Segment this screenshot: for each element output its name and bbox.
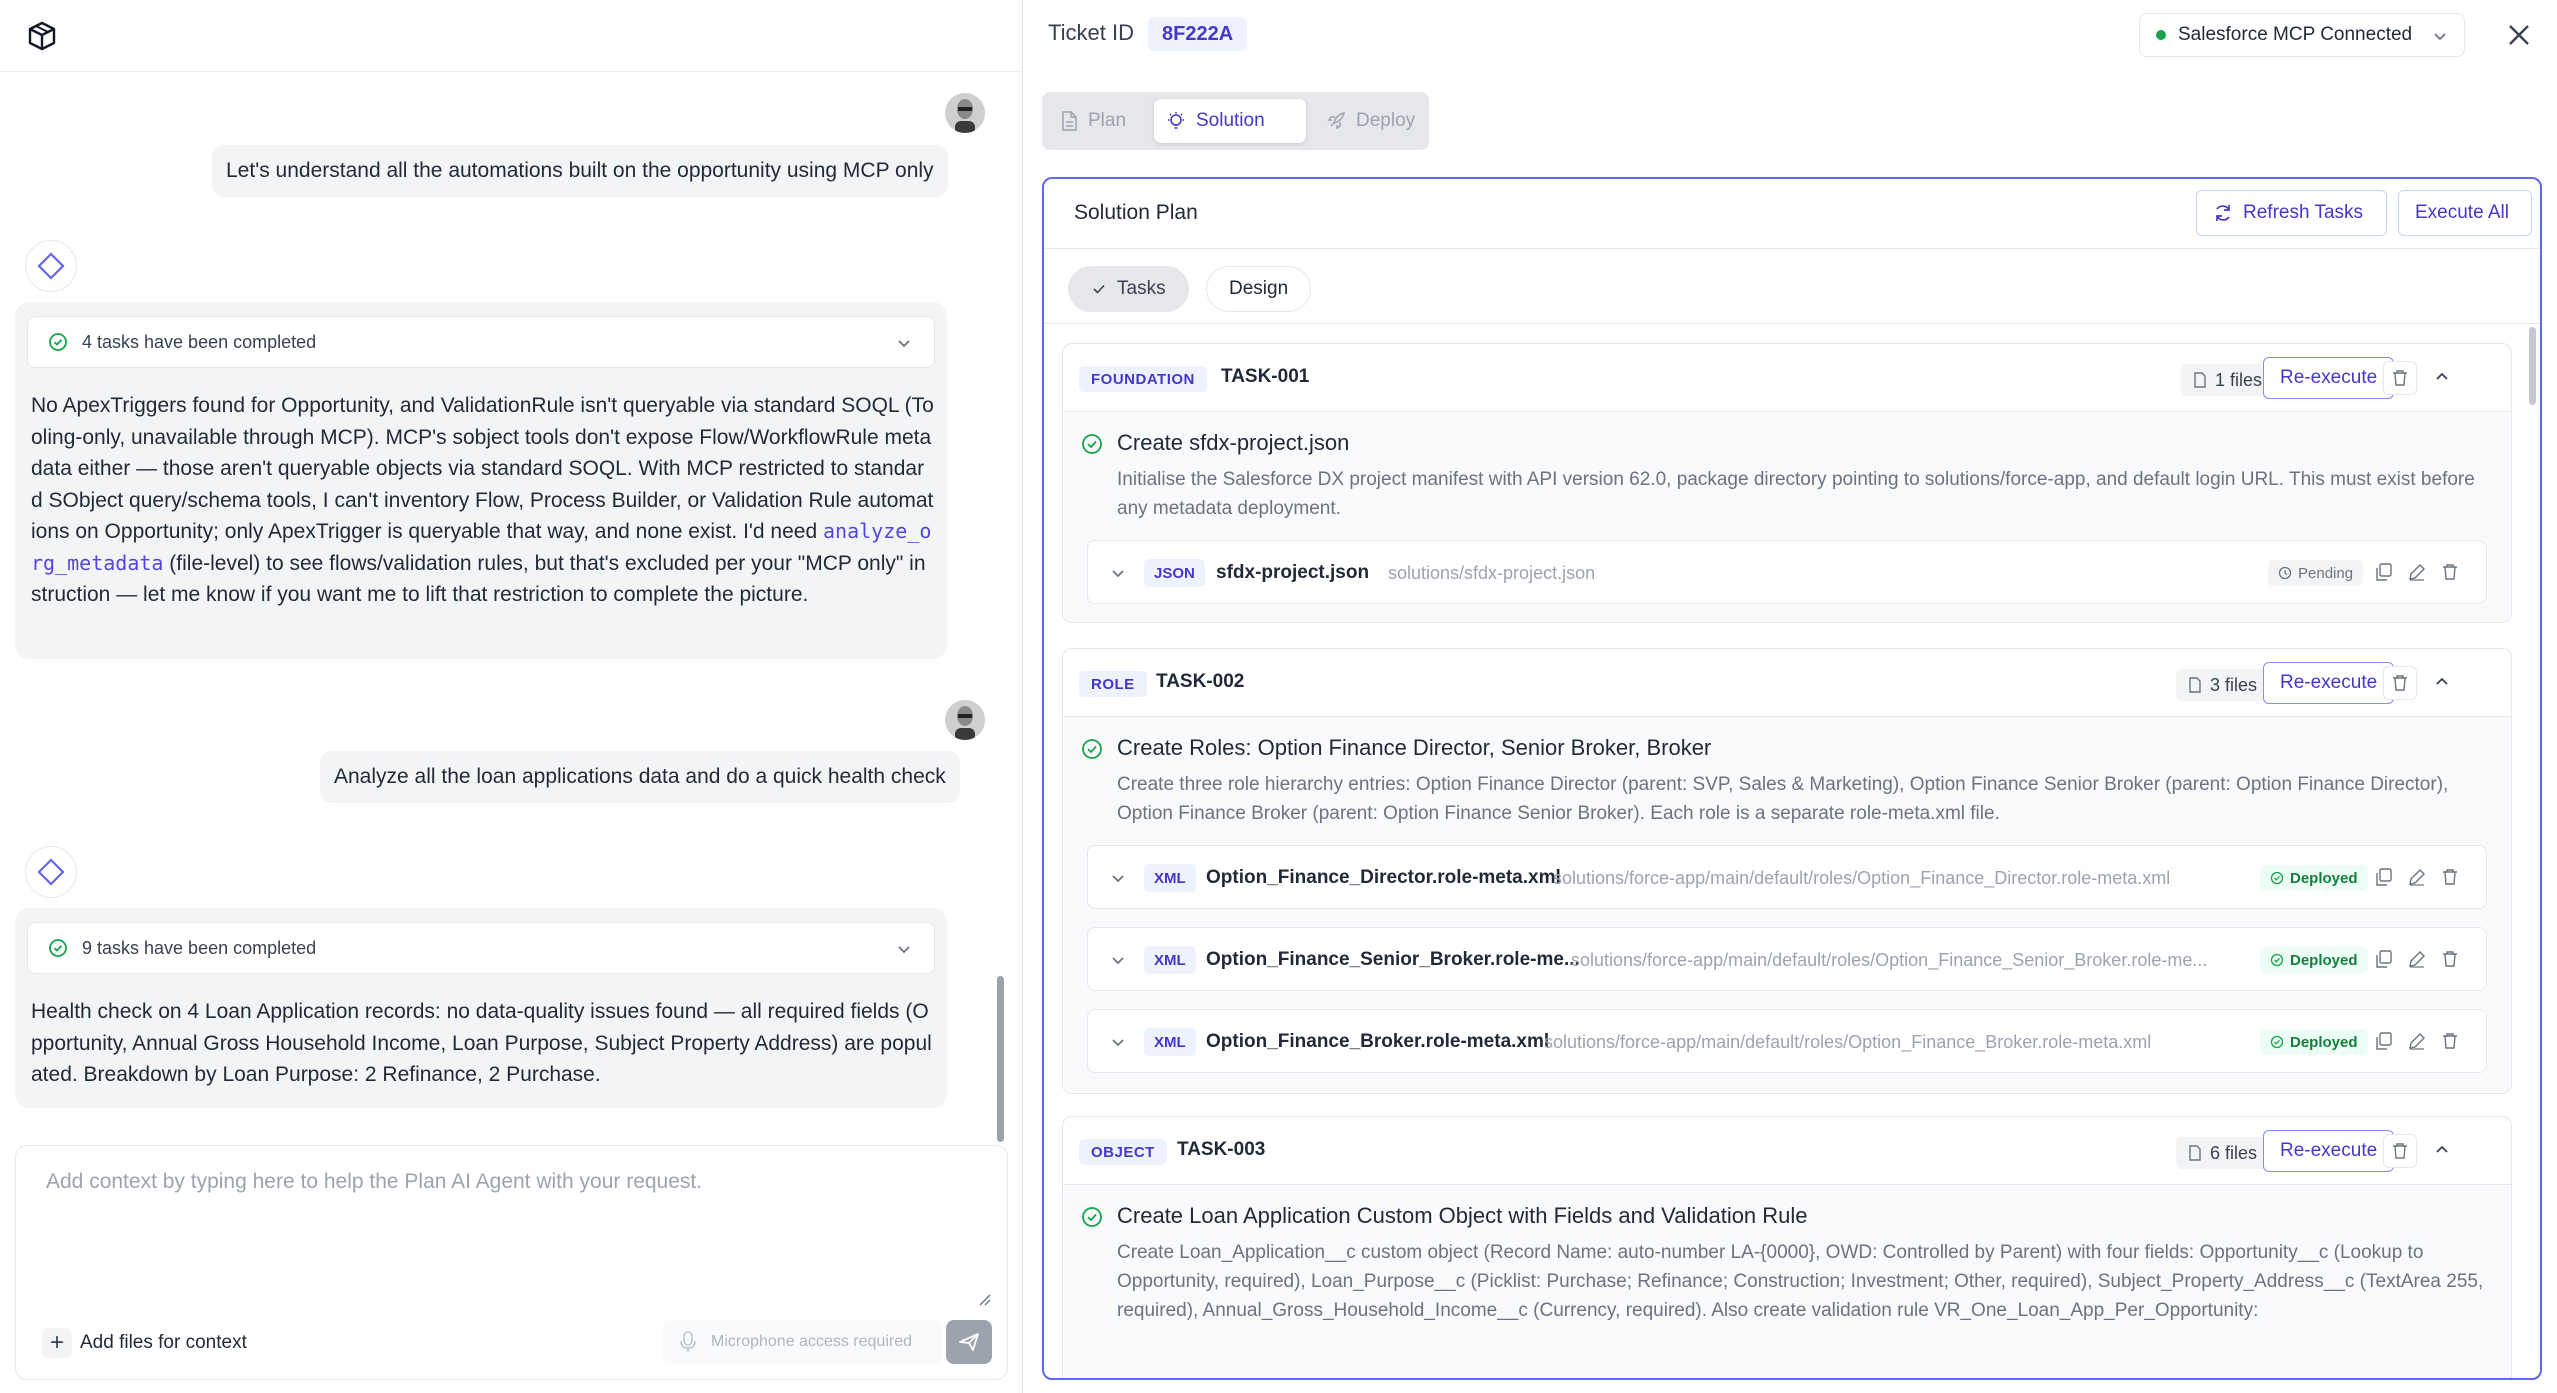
files-count-badge: 1 files — [2181, 364, 2274, 396]
file-name: Option_Finance_Broker.role-meta.xml — [1206, 1031, 1550, 1052]
tab-plan[interactable]: Plan — [1048, 99, 1138, 143]
mcp-status-label: Salesforce MCP Connected — [2178, 24, 2413, 45]
user-message-text: Let's understand all the automations built on the opportunity using MCP only — [226, 159, 934, 182]
chevron-down-icon — [894, 939, 914, 959]
solution-scrollbar[interactable] — [2529, 327, 2536, 405]
add-files-button[interactable] — [42, 1326, 247, 1360]
task-description: Initialise the Salesforce DX project manifest with API version 62.0, package directory pointing to solutions/force-app, and default login URL. This must exist before any metadata deployment. — [1117, 469, 2475, 519]
status-badge: Pending — [2268, 560, 2363, 586]
cube-logo-icon[interactable] — [26, 20, 58, 52]
chevron-down-icon — [894, 333, 914, 353]
code-snippet: analyze_org_metadata — [31, 519, 932, 575]
clock-icon — [2278, 566, 2292, 580]
file-name: sfdx-project.json — [1216, 562, 1370, 583]
check-circle-icon — [1081, 738, 1103, 760]
task-id: TASK-002 — [1156, 671, 1245, 692]
task-card — [1062, 648, 2512, 1094]
chevron-down-icon[interactable] — [1108, 1032, 1128, 1052]
user-avatar — [945, 93, 985, 133]
trash-icon[interactable] — [2439, 561, 2461, 583]
solution-plan-header — [1044, 179, 2540, 249]
tasks-summary-toggle[interactable] — [27, 922, 935, 974]
file-row[interactable] — [1087, 540, 2487, 604]
assistant-message-text: No ApexTriggers found for Opportunity, and ValidationRule isn't queryable via standard SOQL (Tooling-only, unavailable through MCP). MCP's sobject tools don't expose Flow/WorkflowRule metadata either — those aren't queryable objects via standard SOQL. With MCP restricted to standard SObject query/schema tools, I can't inventory Flow, Process Builder, or Validation Rule automations on Opportunity; only ApexTrigger is queryable that way, and none exist. I'd need analyze_org_metadata (file-level) to see flows/validation rules, but that's excluded per your "MCP only" instruction — let me know if you want me to lift that restriction to complete the picture. — [31, 394, 934, 606]
delete-task-button[interactable] — [2383, 1134, 2417, 1168]
tasks-summary-text: 4 tasks have been completed — [82, 331, 317, 352]
user-message — [212, 145, 948, 197]
collapse-task-button[interactable] — [2427, 667, 2457, 697]
assistant-message — [15, 908, 947, 1108]
file-path: solutions/sfdx-project.json — [1388, 563, 1596, 583]
chat-scrollbar[interactable] — [997, 976, 1004, 1142]
edit-icon[interactable] — [2406, 866, 2428, 888]
assistant-avatar — [25, 846, 77, 898]
task-id: TASK-003 — [1177, 1139, 1266, 1160]
document-icon — [1060, 111, 1078, 131]
check-circle-icon — [48, 332, 68, 352]
microphone-icon — [679, 1331, 697, 1353]
file-name: Option_Finance_Director.role-meta.xml — [1206, 867, 1561, 888]
category-badge: OBJECT — [1079, 1139, 1167, 1165]
chevron-up-icon — [2432, 1140, 2452, 1160]
trash-icon[interactable] — [2439, 866, 2461, 888]
collapse-task-button[interactable] — [2427, 362, 2457, 392]
subtab-tasks[interactable]: Tasks — [1068, 266, 1189, 312]
edit-icon[interactable] — [2406, 1030, 2428, 1052]
task-card — [1062, 343, 2512, 623]
file-path: solutions/force-app/main/default/roles/Option_Finance_Broker.role-meta.xml — [1544, 1032, 2152, 1052]
category-badge: ROLE — [1079, 671, 1147, 697]
status-dot — [2156, 30, 2166, 40]
task-header — [1063, 344, 2511, 412]
delete-task-button[interactable] — [2383, 361, 2417, 395]
file-icon — [2188, 1145, 2202, 1161]
chevron-down-icon[interactable] — [1108, 868, 1128, 888]
file-name: Option_Finance_Senior_Broker.role-me... — [1206, 949, 1580, 970]
chevron-down-icon — [2430, 26, 2450, 46]
check-circle-icon — [2270, 871, 2284, 885]
file-path: solutions/force-app/main/default/roles/Option_Finance_Director.role-meta.xml — [1553, 868, 2171, 888]
re-execute-button[interactable]: Re-execute — [2263, 662, 2394, 704]
check-circle-icon — [48, 938, 68, 958]
check-icon — [1091, 281, 1107, 297]
trash-icon[interactable] — [2439, 1030, 2461, 1052]
task-body — [1063, 412, 2511, 623]
file-icon — [2188, 677, 2202, 693]
solution-subtabs — [1044, 250, 2540, 324]
chat-pane — [0, 0, 1023, 1393]
add-files-label: Add files for context — [80, 1332, 247, 1353]
task-description: Create three role hierarchy entries: Option Finance Director (parent: SVP, Sales & Marketing), Option Finance Senior Broker (parent: Option Finance Director), Option Finance Broker (parent: Option Finance Senior Broker). Each role is a separate role-meta.xml file. — [1117, 774, 2449, 824]
files-count-badge: 6 files — [2176, 1137, 2269, 1169]
edit-icon[interactable] — [2406, 561, 2428, 583]
status-badge: Deployed — [2260, 865, 2368, 891]
task-header — [1063, 1117, 2511, 1185]
mcp-status-dropdown[interactable] — [2139, 13, 2465, 57]
re-execute-button[interactable]: Re-execute — [2263, 1130, 2394, 1172]
trash-icon — [2392, 674, 2408, 692]
edit-icon[interactable] — [2406, 948, 2428, 970]
send-icon — [957, 1330, 981, 1354]
copy-icon[interactable] — [2373, 561, 2395, 583]
re-execute-button[interactable]: Re-execute — [2263, 357, 2394, 399]
refresh-icon — [2213, 203, 2233, 223]
ticket-id-badge: 8F222A — [1148, 17, 1247, 51]
tasks-summary-toggle[interactable] — [27, 316, 935, 368]
view-tabs — [1042, 92, 1429, 150]
file-type-badge: XML — [1144, 946, 1196, 974]
microphone-label: Microphone access required — [711, 1333, 912, 1350]
copy-icon[interactable] — [2373, 1030, 2395, 1052]
solution-pane — [1024, 0, 2557, 1393]
chevron-up-icon — [2432, 367, 2452, 387]
task-description: Create Loan_Application__c custom object (Record Name: auto-number LA-{0000}, OWD: Controlled by Parent) with four fields: Opportunity__c (Lookup to Opportunity, required), Loan_Purpose__c (Picklist: Purchase; Refinance; Construction; Investment; Other, required), Subject_Property_Address__c (TextArea 255, required), Annual_Gross_Household_Income__c (Currency, required). Also create validation rule VR_One_Loan_App_Per_Opportunity: — [1117, 1242, 2484, 1321]
task-body — [1063, 1185, 2511, 1380]
tasks-summary-text: 9 tasks have been completed — [82, 937, 317, 958]
check-circle-icon — [2270, 953, 2284, 967]
close-icon — [2506, 22, 2532, 48]
chevron-up-icon — [2432, 672, 2452, 692]
trash-icon — [2392, 1142, 2408, 1160]
chat-header — [0, 0, 1023, 72]
task-title: Create sfdx-project.json — [1117, 430, 1350, 455]
user-message — [320, 751, 960, 803]
file-type-badge: XML — [1144, 1028, 1196, 1056]
status-badge: Deployed — [2260, 1029, 2368, 1055]
tab-solution[interactable]: Solution — [1154, 99, 1306, 143]
task-title: Create Roles: Option Finance Director, Senior Broker, Broker — [1117, 735, 1712, 760]
chevron-down-icon[interactable] — [1108, 563, 1128, 583]
trash-icon — [2392, 369, 2408, 387]
check-circle-icon — [1081, 1206, 1103, 1228]
check-circle-icon — [2270, 1035, 2284, 1049]
category-badge: FOUNDATION — [1079, 366, 1207, 392]
file-row[interactable] — [1087, 1009, 2487, 1073]
assistant-message — [15, 302, 947, 659]
user-avatar — [945, 700, 985, 740]
collapse-task-button[interactable] — [2427, 1135, 2457, 1165]
user-message-text: Analyze all the loan applications data and do a quick health check — [334, 765, 946, 788]
task-id: TASK-001 — [1221, 366, 1310, 387]
composer — [15, 1145, 1008, 1380]
refresh-tasks-button[interactable]: Refresh Tasks — [2196, 190, 2387, 236]
plus-icon: + — [42, 1328, 72, 1358]
diamond-icon — [36, 251, 66, 281]
file-row[interactable] — [1087, 845, 2487, 909]
execute-all-button[interactable]: Execute All — [2398, 190, 2532, 236]
solution-plan-panel — [1042, 177, 2542, 1380]
file-type-badge: XML — [1144, 864, 1196, 892]
send-button[interactable] — [946, 1320, 992, 1364]
composer-input[interactable]: Add context by typing here to help the Plan AI Agent with your request. — [46, 1170, 703, 1193]
files-count-badge: 3 files — [2176, 669, 2269, 701]
subtab-design[interactable]: Design — [1206, 266, 1311, 312]
file-path: solutions/force-app/main/default/roles/Option_Finance_Senior_Broker.role-me... — [1571, 950, 2208, 970]
ticket-label: Ticket ID — [1048, 20, 1134, 45]
task-header — [1063, 649, 2511, 717]
trash-icon[interactable] — [2439, 948, 2461, 970]
status-badge: Deployed — [2260, 947, 2368, 973]
resize-handle-icon[interactable] — [977, 1292, 991, 1306]
copy-icon[interactable] — [2373, 948, 2395, 970]
tab-deploy[interactable]: Deploy — [1314, 99, 1427, 143]
rocket-icon — [1326, 111, 1346, 131]
chevron-down-icon[interactable] — [1108, 950, 1128, 970]
solution-plan-title: Solution Plan — [1074, 201, 1198, 224]
close-button[interactable] — [2502, 18, 2536, 52]
task-title: Create Loan Application Custom Object with Fields and Validation Rule — [1117, 1203, 1808, 1228]
lightbulb-icon — [1166, 111, 1186, 131]
assistant-avatar — [25, 240, 77, 292]
assistant-message-text: Health check on 4 Loan Application records: no data-quality issues found — all required fields (Opportunity, Annual Gross Household Income, Loan Purpose, Subject Property Address) are populated. Breakdown by Loan Purpose: 2 Refinance, 2 Purchase. — [31, 1000, 932, 1086]
task-card — [1062, 1116, 2512, 1380]
check-circle-icon — [1081, 433, 1103, 455]
file-type-badge: JSON — [1144, 559, 1205, 587]
microphone-button[interactable] — [663, 1320, 943, 1364]
file-row[interactable] — [1087, 927, 2487, 991]
delete-task-button[interactable] — [2383, 666, 2417, 700]
copy-icon[interactable] — [2373, 866, 2395, 888]
file-icon — [2193, 372, 2207, 388]
task-body — [1063, 717, 2511, 1094]
diamond-icon — [36, 857, 66, 887]
